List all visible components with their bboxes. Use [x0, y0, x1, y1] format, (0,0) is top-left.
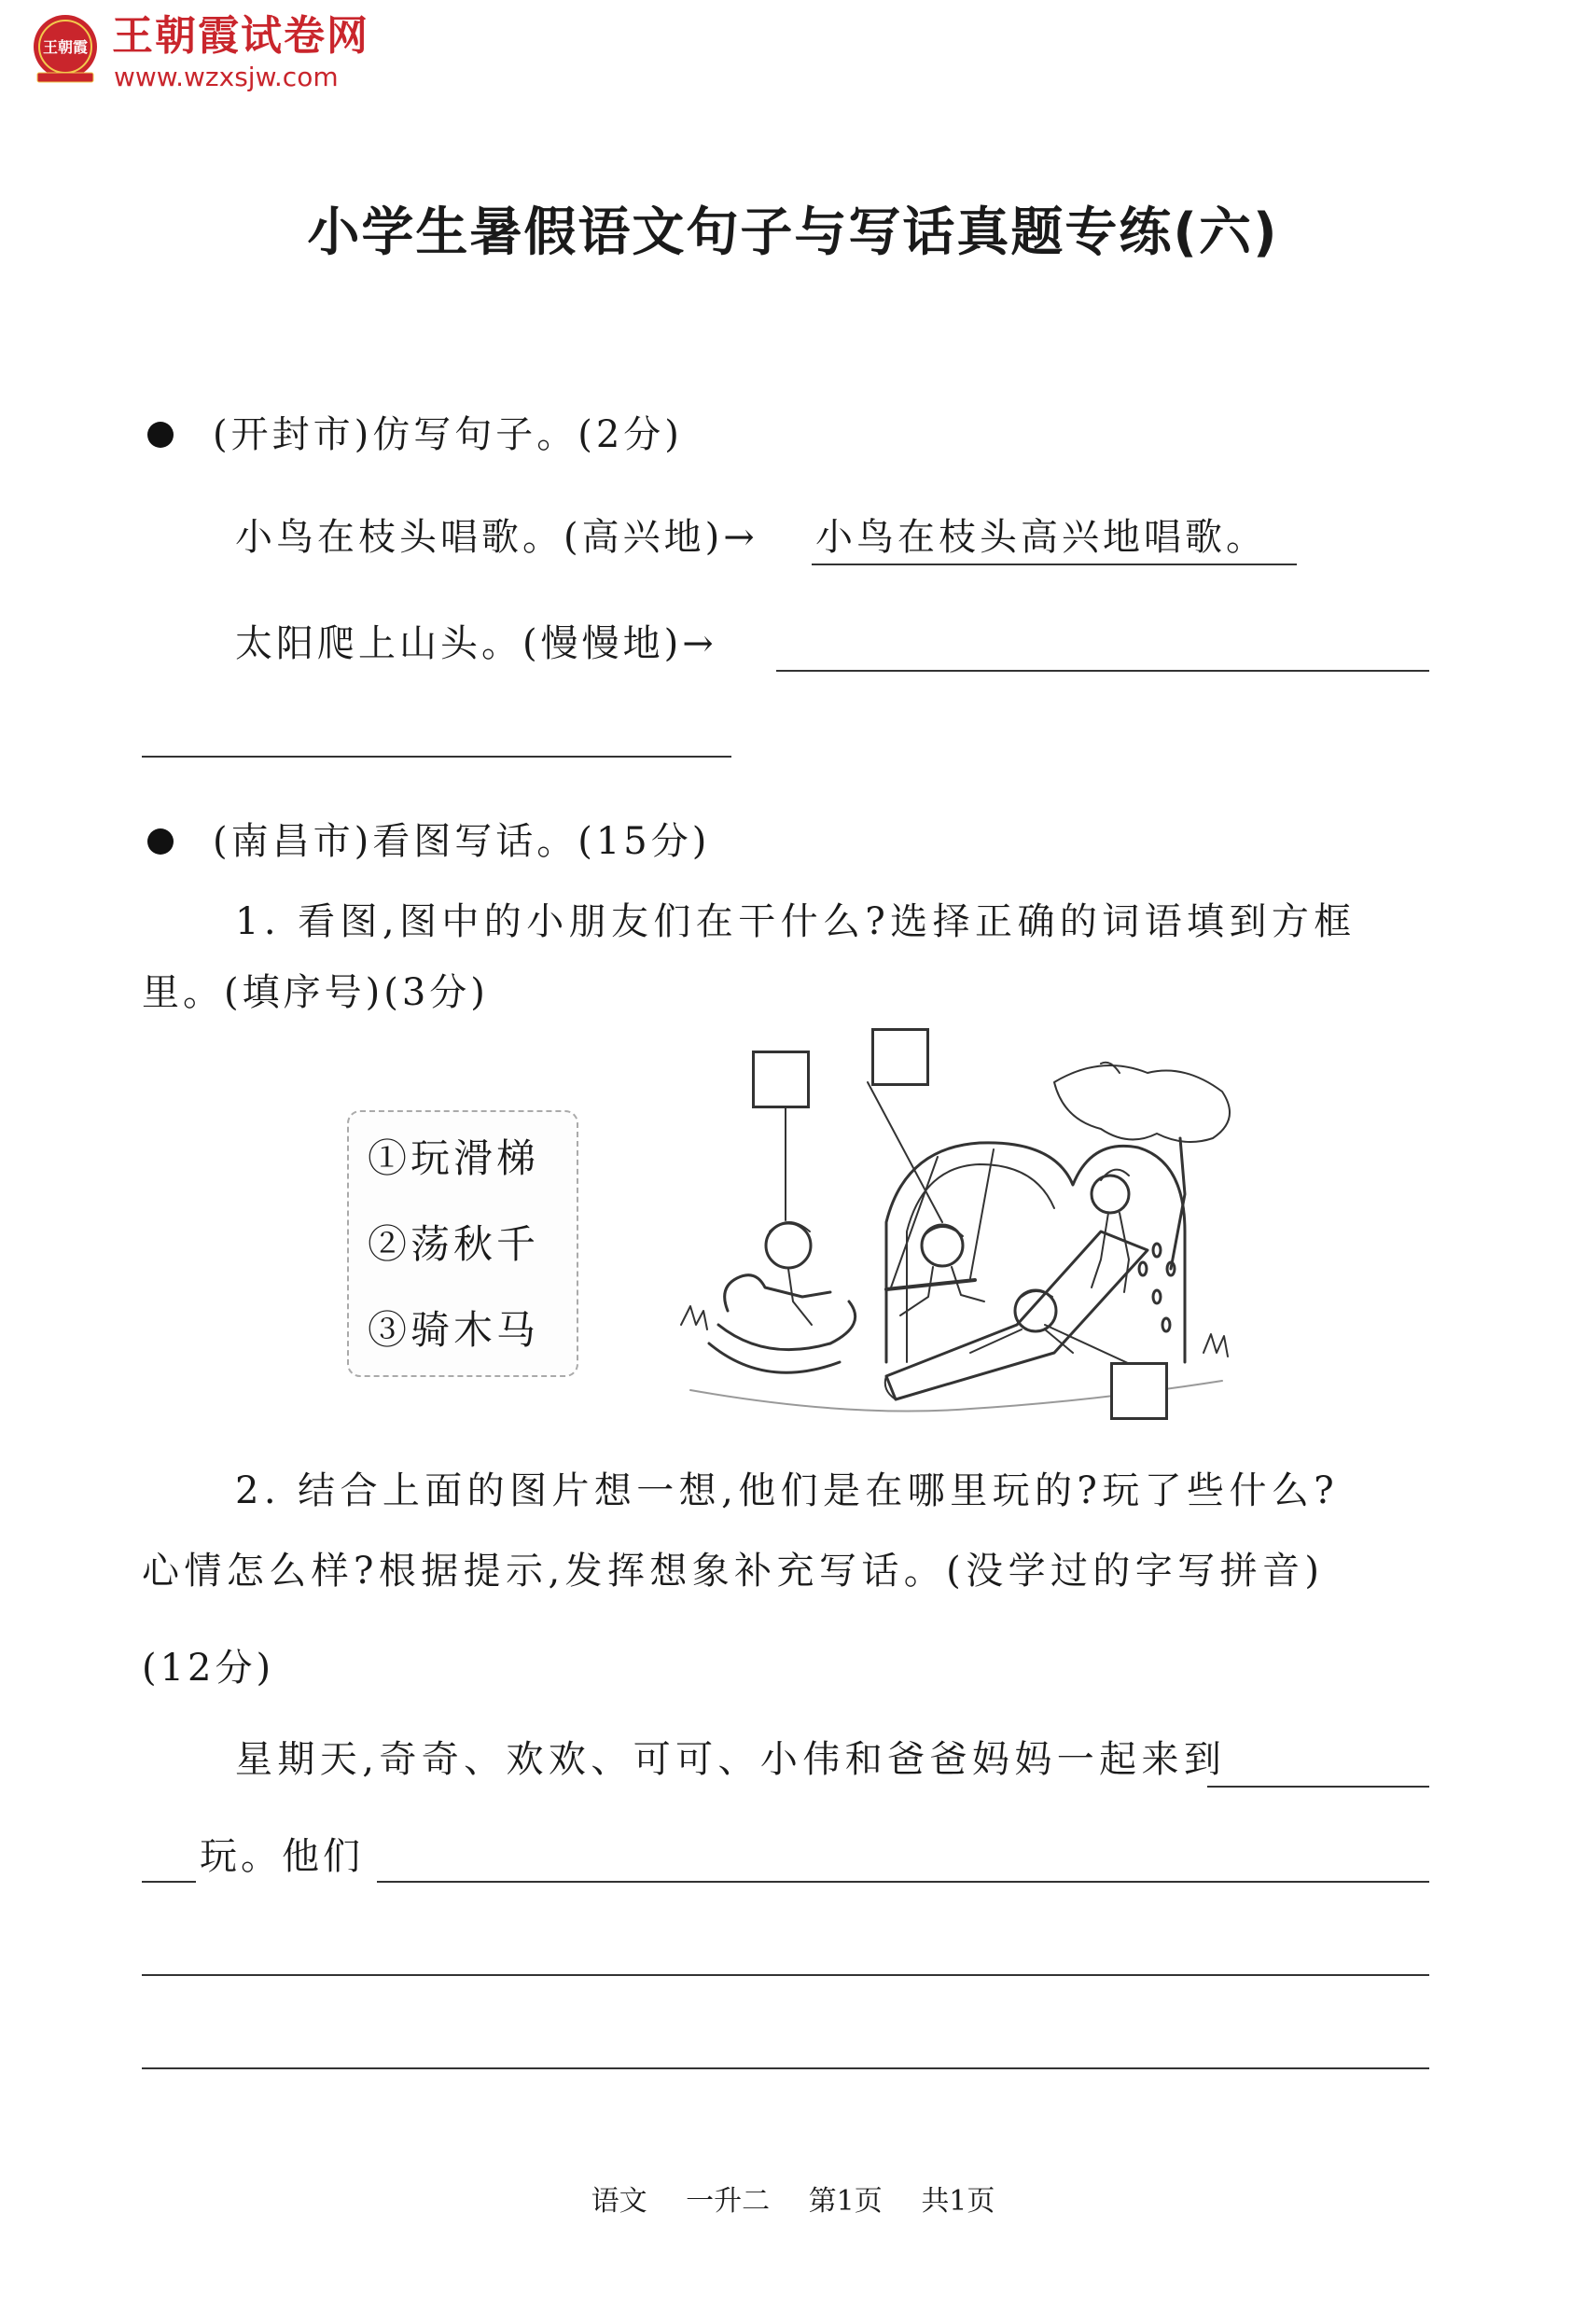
q1-heading: (开封市)仿写句子。(2分) [213, 413, 683, 456]
page-title: 小学生暑假语文句子与写话真题专练(六) [307, 202, 1279, 263]
q2-part1-line2: 里。(填序号)(3分) [142, 971, 489, 1014]
brand-name: 王朝霞试卷网 [112, 12, 369, 60]
q2-part2-line2: 心情怎么样?根据提示,发挥想象补充写话。(没学过的字写拼音) [142, 1550, 1325, 1593]
writing-line-3[interactable] [142, 1974, 1429, 1976]
writing-line1-text: 星期天,奇奇、欢欢、可可、小伟和爸爸妈妈一起来到 [235, 1738, 1227, 1781]
answer-box-slide[interactable] [1110, 1362, 1168, 1420]
brand-seal-logo [28, 11, 103, 86]
brand-url[interactable]: www.wzxsjw.com [114, 62, 339, 92]
writing-line-4[interactable] [142, 2067, 1429, 2069]
writing-blank-place-1[interactable] [1207, 1786, 1429, 1788]
writing-line-2[interactable] [377, 1881, 1429, 1883]
footer-total-pages: 共1页 [921, 2185, 995, 2218]
q2-part1-line1: 1. 看图,图中的小朋友们在干什么?选择正确的词语填到方框 [235, 900, 1356, 943]
footer-grade: 一升二 [686, 2185, 771, 2218]
option-swing: ②荡秋千 [368, 1221, 540, 1267]
q2-part2-line3: (12分) [142, 1647, 275, 1690]
q1-answer-line-1[interactable] [776, 670, 1429, 672]
option-rocking-horse: ③骑木马 [368, 1307, 540, 1353]
q1-answer-line-2[interactable] [142, 756, 731, 758]
bullet-q2 [147, 828, 174, 855]
page-footer [0, 2183, 1586, 2220]
q1-task-prompt: 太阳爬上山头。(慢慢地)→ [235, 622, 717, 665]
q1-example-answer: 小鸟在枝头高兴地唱歌。 [815, 516, 1267, 559]
q2-heading: (南昌市)看图写话。(15分) [213, 820, 711, 863]
writing-line2-text: 玩。他们 [200, 1835, 364, 1878]
bullet-q1 [147, 422, 174, 448]
footer-subject: 语文 [591, 2185, 647, 2218]
answer-box-swing[interactable] [871, 1028, 929, 1086]
q1-example-prompt: 小鸟在枝头唱歌。(高兴地)→ [235, 516, 758, 559]
svg-text:王朝霞: 王朝霞 [42, 38, 89, 56]
option-slide: ①玩滑梯 [368, 1135, 540, 1181]
q2-part2-line1: 2. 结合上面的图片想一想,他们是在哪里玩的?玩了些什么? [235, 1469, 1340, 1512]
writing-blank-place-2[interactable] [142, 1881, 196, 1883]
q1-example-underline [812, 564, 1297, 565]
footer-page-number: 第1页 [808, 2185, 883, 2218]
answer-box-rocking-horse[interactable] [752, 1051, 810, 1108]
